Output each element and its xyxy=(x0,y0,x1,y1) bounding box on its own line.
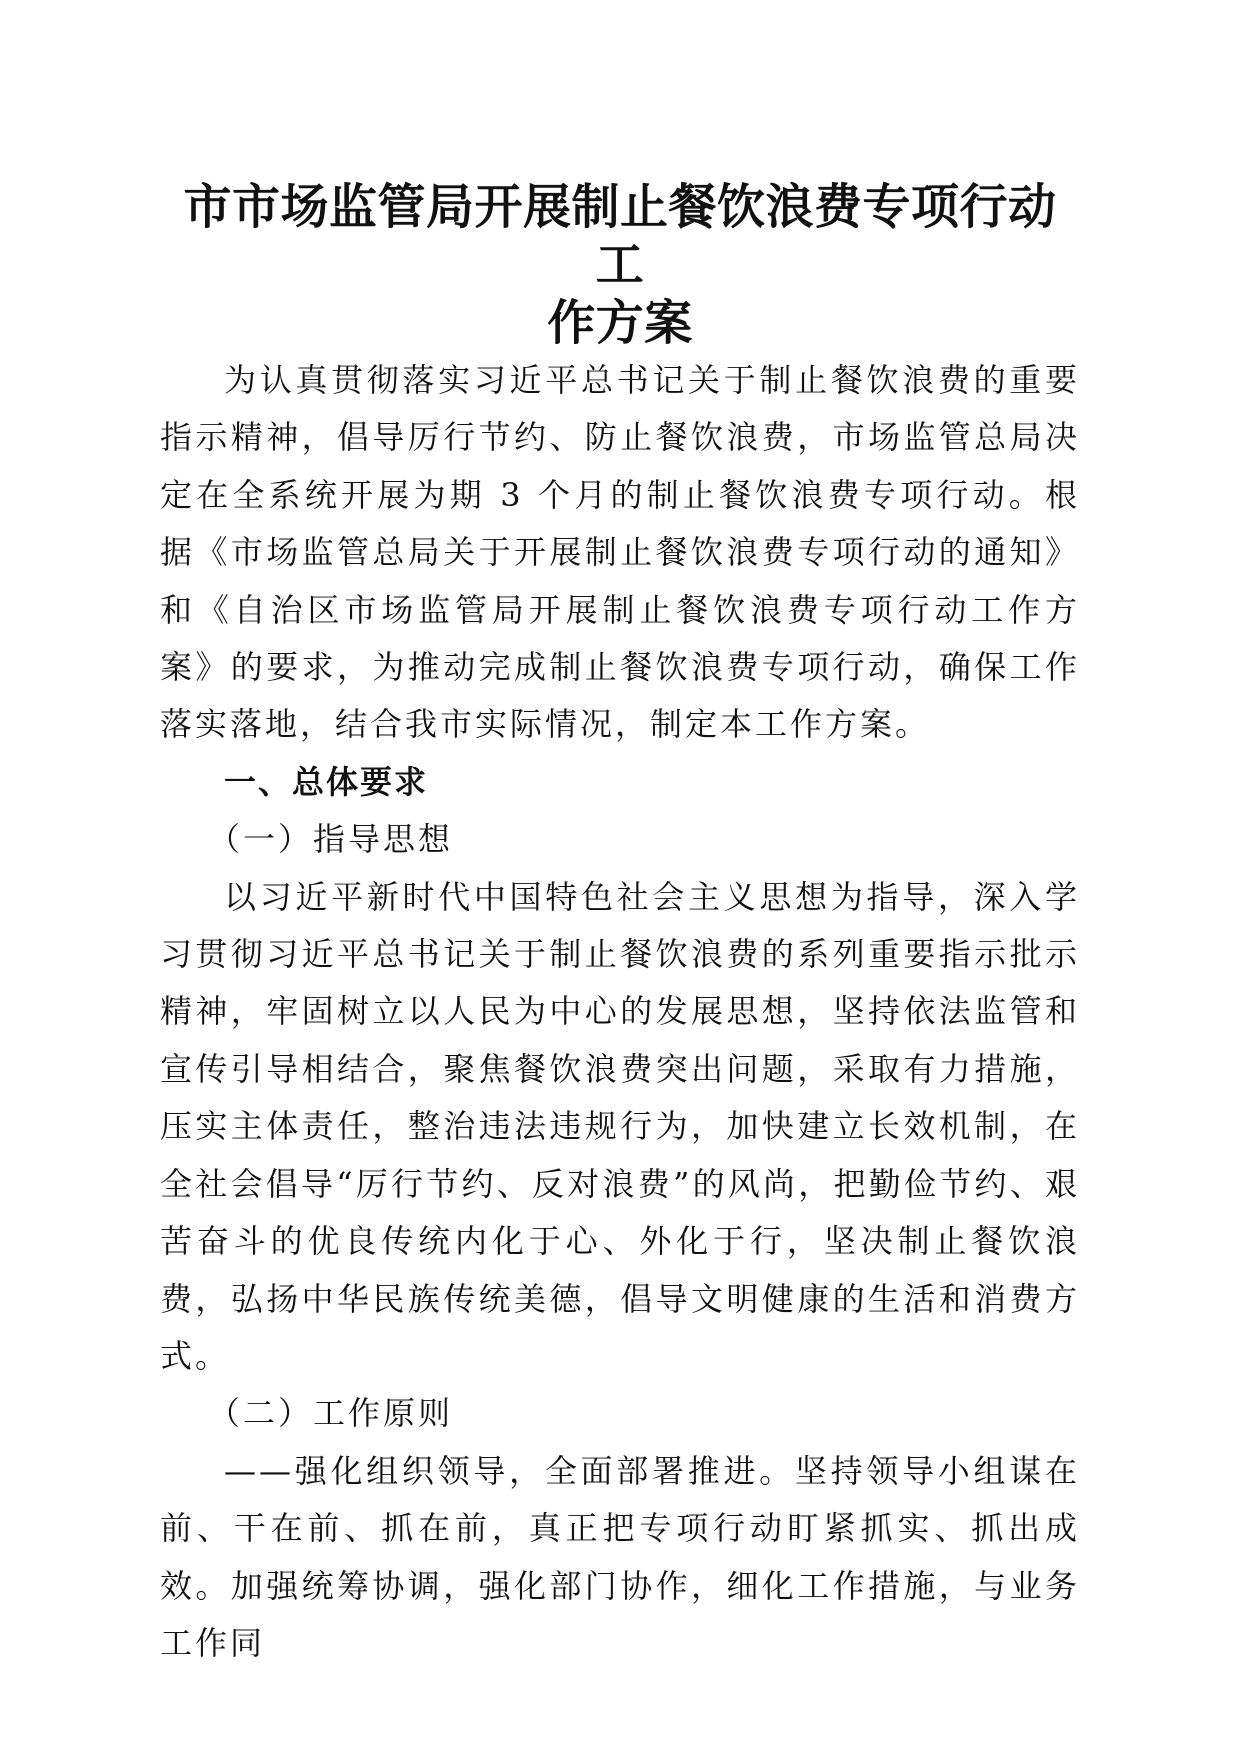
document-title-line-1: 市市场监管局开展制止餐饮浪费专项行动工 xyxy=(183,179,1057,293)
subsection-heading-working-principles: （二）工作原则 xyxy=(208,1394,454,1433)
working-principles-paragraph: ——强化组织领导，全面部署推进。坚持领导小组谋在前、干在前、抓在前，真正把专项行动盯紧抓实、抓出成效。加强统筹协调，强化部门协作，细化工作措施，与业务工作同 xyxy=(160,1451,1080,1662)
document-body xyxy=(160,352,1080,1672)
document-title-line-2: 作方案 xyxy=(547,295,693,351)
subsection-heading-guiding-ideology: （一）指导思想 xyxy=(208,820,454,859)
section-heading-overall-requirements: 一、总体要求 xyxy=(224,762,429,801)
document-title xyxy=(160,178,1080,352)
intro-paragraph: 为认真贯彻落实习近平总书记关于制止餐饮浪费的重要指示精神，倡导厉行节约、防止餐饮浪费，市场监管总局决定在全系统开展为期 3 个月的制止餐饮浪费专项行动。根据《市场监管总局关于开展制止餐饮浪费专项行动的通知》和《自治区市场监管局开展制止餐饮浪费专项行动工作方案》的要求，为推动完成制止餐饮浪费专项行动，确保工作落实落地，结合我市实际情况，制定本工作方案。 xyxy=(160,361,1080,744)
guiding-ideology-paragraph: 以习近平新时代中国特色社会主义思想为指导，深入学习贯彻习近平总书记关于制止餐饮浪费的系列重要指示批示精神，牢固树立以人民为中心的发展思想，坚持依法监管和宣传引导相结合，聚焦餐饮浪费突出问题，采取有力措施，压实主体责任，整治违法违规行为，加快建立长效机制，在全社会倡导“厉行节约、反对浪费”的风尚，把勤俭节约、艰苦奋斗的优良传统内化于心、外化于行，坚决制止餐饮浪费，弘扬中华民族传统美德，倡导文明健康的生活和消费方式。 xyxy=(160,877,1080,1375)
